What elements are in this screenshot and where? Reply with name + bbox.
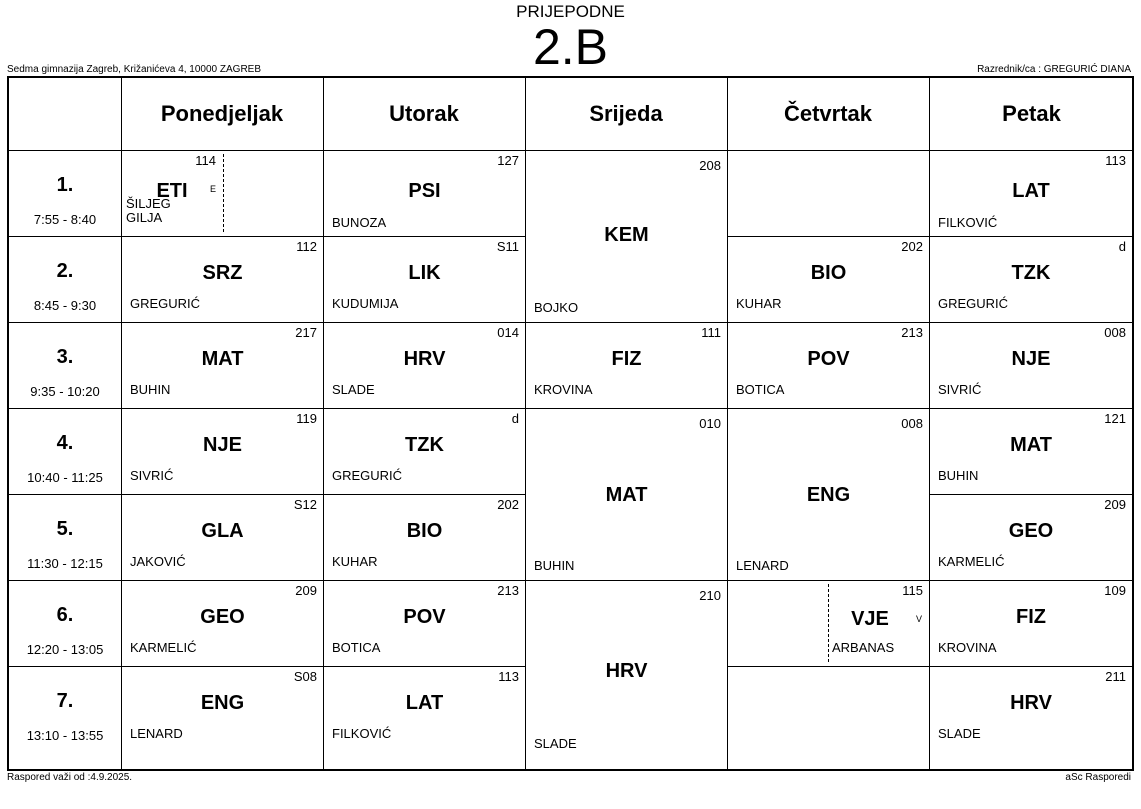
subject-code: KEM	[604, 224, 649, 246]
lesson-cell-tue-3[interactable]	[324, 322, 525, 408]
period-time: 11:30 - 12:15	[27, 556, 103, 571]
room-number: 211	[1105, 669, 1126, 684]
period-time: 8:45 - 9:30	[33, 298, 97, 313]
subject-code: BIO	[406, 520, 443, 542]
teacher-name: ARBANAS	[832, 640, 895, 655]
subject-code: PSI	[408, 180, 441, 202]
lesson-cell-wed-4-5[interactable]	[526, 408, 727, 580]
subject-code: ETI	[156, 180, 188, 202]
day-header-fri: Petak	[1002, 101, 1061, 126]
subject-code: LAT	[405, 692, 444, 714]
teacher-name: LENARD	[130, 726, 183, 741]
lesson-cell-tue-6[interactable]	[324, 580, 525, 666]
room-number: 119	[296, 411, 317, 426]
teacher-name: KUHAR	[332, 554, 378, 569]
teacher-name: SLADE	[938, 726, 981, 741]
lesson-cell-fri-6[interactable]	[930, 580, 1132, 666]
teacher-name: BUHIN	[534, 558, 575, 573]
lesson-cell-tue-4[interactable]	[324, 408, 525, 494]
lesson-cell-mon-4[interactable]	[122, 408, 323, 494]
period-number: 1.	[56, 174, 74, 196]
lesson-cell-wed-1-2[interactable]	[526, 150, 727, 322]
lesson-cell-thu-1-empty[interactable]	[728, 150, 929, 236]
lesson-cell-wed-3[interactable]	[526, 322, 727, 408]
room-number: 114	[195, 153, 216, 168]
room-number: S12	[293, 497, 317, 512]
teacher-name: SLADE	[534, 736, 577, 751]
lesson-cell-fri-2[interactable]	[930, 236, 1132, 322]
teacher-name: BOTICA	[332, 640, 381, 655]
room-number: 210	[699, 588, 721, 603]
period-3	[9, 322, 121, 408]
subject-code: VJE	[851, 608, 889, 630]
room-number: 112	[296, 239, 317, 254]
lesson-cell-thu-6[interactable]	[728, 580, 929, 666]
lesson-cell-mon-7[interactable]	[122, 666, 323, 752]
teacher-name: ŠILJEG	[126, 196, 171, 211]
teacher-name: GREGURIĆ	[332, 468, 403, 483]
lesson-cell-mon-3[interactable]	[122, 322, 323, 408]
teacher-name: KROVINA	[938, 640, 997, 655]
period-5	[9, 494, 121, 580]
lesson-cell-fri-4[interactable]	[930, 408, 1132, 494]
room-number: 209	[1104, 497, 1126, 512]
teacher-name: SIVRIĆ	[130, 468, 174, 483]
room-number: S11	[496, 239, 519, 254]
subject-code: SRZ	[202, 262, 243, 284]
class-teacher-label: Razrednik/ca : GREGURIĆ DIANA	[977, 64, 1131, 75]
teacher-name: FILKOVIĆ	[938, 215, 998, 230]
subject-code: BIO	[810, 262, 847, 284]
subject-code: FIZ	[611, 348, 642, 370]
group-tag: E	[210, 184, 217, 194]
lesson-cell-tue-7[interactable]	[324, 666, 525, 752]
class-name-title: 2.B	[532, 19, 609, 75]
room-number: 115	[902, 583, 923, 598]
room-number: 121	[1104, 411, 1126, 426]
room-number: 213	[497, 583, 519, 598]
lesson-cell-tue-5[interactable]	[324, 494, 525, 580]
room-number: 113	[498, 669, 519, 684]
teacher-name: KARMELIĆ	[938, 554, 1005, 569]
period-number: 3.	[56, 346, 74, 368]
room-number: 014	[497, 325, 519, 340]
period-6	[9, 580, 121, 666]
lesson-cell-mon-2[interactable]	[122, 236, 323, 322]
teacher-name: BOJKO	[534, 300, 579, 315]
teacher-name: LENARD	[736, 558, 789, 573]
subject-code: TZK	[405, 434, 444, 456]
subject-code: LAT	[1012, 180, 1050, 202]
subject-code: GEO	[200, 606, 245, 628]
room-number: 111	[701, 325, 721, 340]
lesson-cell-fri-1[interactable]	[930, 150, 1132, 236]
room-number: 202	[497, 497, 519, 512]
room-number: S08	[293, 669, 317, 684]
lesson-cell-mon-1[interactable]	[122, 150, 323, 236]
subject-code: MAT	[201, 348, 244, 370]
teacher-name: GILJA	[126, 210, 163, 225]
period-number: 4.	[56, 432, 74, 454]
teacher-name: KROVINA	[534, 382, 593, 397]
subject-code: ENG	[200, 692, 245, 714]
subject-code: GEO	[1008, 520, 1054, 542]
period-time: 9:35 - 10:20	[30, 384, 100, 399]
room-number: 217	[295, 325, 317, 340]
teacher-name: GREGURIĆ	[130, 296, 201, 311]
subject-code: HRV	[403, 348, 446, 370]
subject-code: MAT	[1010, 434, 1052, 456]
teacher-name: BOTICA	[736, 382, 785, 397]
teacher-name: GREGURIĆ	[938, 296, 1009, 311]
room-number: d	[511, 411, 519, 426]
lesson-cell-thu-2[interactable]	[728, 236, 929, 322]
room-number: d	[1118, 239, 1126, 254]
teacher-name: SIVRIĆ	[938, 382, 982, 397]
teacher-name: KUDUMIJA	[332, 296, 399, 311]
room-number: 127	[497, 153, 519, 168]
teacher-name: KARMELIĆ	[130, 640, 197, 655]
period-number: 6.	[56, 604, 74, 626]
lesson-cell-thu-4-5[interactable]	[728, 408, 929, 580]
lesson-cell-fri-7[interactable]	[930, 666, 1132, 752]
period-1	[9, 150, 121, 236]
subject-code: GLA	[201, 520, 244, 542]
lesson-cell-thu-7-empty[interactable]	[728, 666, 929, 752]
subject-code: POV	[403, 606, 446, 628]
room-number: 208	[699, 158, 721, 173]
lesson-cell-thu-3[interactable]	[728, 322, 929, 408]
software-credit: aSc Rasporedi	[1065, 772, 1131, 783]
period-2	[9, 236, 121, 322]
room-number: 008	[1104, 325, 1126, 340]
subject-code: TZK	[1011, 262, 1051, 284]
period-number: 5.	[56, 518, 74, 540]
timetable-grid	[7, 76, 1134, 771]
teacher-name: BUNOZA	[332, 215, 387, 230]
teacher-name: FILKOVIĆ	[332, 726, 392, 741]
period-time: 7:55 - 8:40	[33, 212, 97, 227]
subject-code: HRV	[605, 660, 648, 682]
room-number: 113	[1105, 153, 1126, 168]
valid-from-note: Raspored važi od :4.9.2025.	[7, 772, 133, 783]
period-time: 12:20 - 13:05	[26, 642, 104, 657]
period-4	[9, 408, 121, 494]
subject-code: FIZ	[1016, 606, 1046, 628]
lesson-cell-tue-1[interactable]	[324, 150, 525, 236]
period-time: 13:10 - 13:55	[26, 728, 104, 743]
subject-code: LIK	[408, 262, 441, 284]
day-header-wed: Srijeda	[589, 101, 663, 126]
room-number: 209	[295, 583, 317, 598]
lesson-cell-mon-6[interactable]	[122, 580, 323, 666]
lesson-cell-mon-5[interactable]	[122, 494, 323, 580]
teacher-name: KUHAR	[736, 296, 782, 311]
lesson-cell-wed-6-7[interactable]	[526, 580, 727, 752]
teacher-name: JAKOVIĆ	[130, 554, 186, 569]
room-number: 010	[699, 416, 721, 431]
subject-code: HRV	[1010, 692, 1052, 714]
period-number: 2.	[56, 260, 74, 282]
room-number: 008	[901, 416, 923, 431]
lesson-cell-fri-3[interactable]	[930, 322, 1132, 408]
day-header-mon: Ponedjeljak	[160, 101, 284, 126]
subject-code: POV	[807, 348, 850, 370]
subject-code: NJE	[203, 434, 242, 456]
room-number: 213	[901, 325, 923, 340]
period-number: 7.	[56, 690, 74, 712]
day-header-thu: Četvrtak	[783, 101, 873, 126]
day-header-tue: Utorak	[389, 101, 459, 126]
group-tag: V	[916, 614, 923, 624]
period-time: 10:40 - 11:25	[27, 470, 103, 485]
period-7	[9, 666, 121, 752]
teacher-name: BUHIN	[130, 382, 171, 397]
room-number: 109	[1104, 583, 1126, 598]
teacher-name: BUHIN	[938, 468, 979, 483]
shift-label: PRIJEPODNE	[516, 2, 625, 21]
lesson-cell-tue-2[interactable]	[324, 236, 525, 322]
subject-code: ENG	[806, 484, 851, 506]
lesson-cell-fri-5[interactable]	[930, 494, 1132, 580]
school-address: Sedma gimnazija Zagreb, Križanićeva 4, 10000 ZAGREB	[7, 64, 262, 75]
teacher-name: SLADE	[332, 382, 375, 397]
subject-code: NJE	[1011, 348, 1051, 370]
room-number: 202	[901, 239, 923, 254]
subject-code: MAT	[605, 484, 648, 506]
